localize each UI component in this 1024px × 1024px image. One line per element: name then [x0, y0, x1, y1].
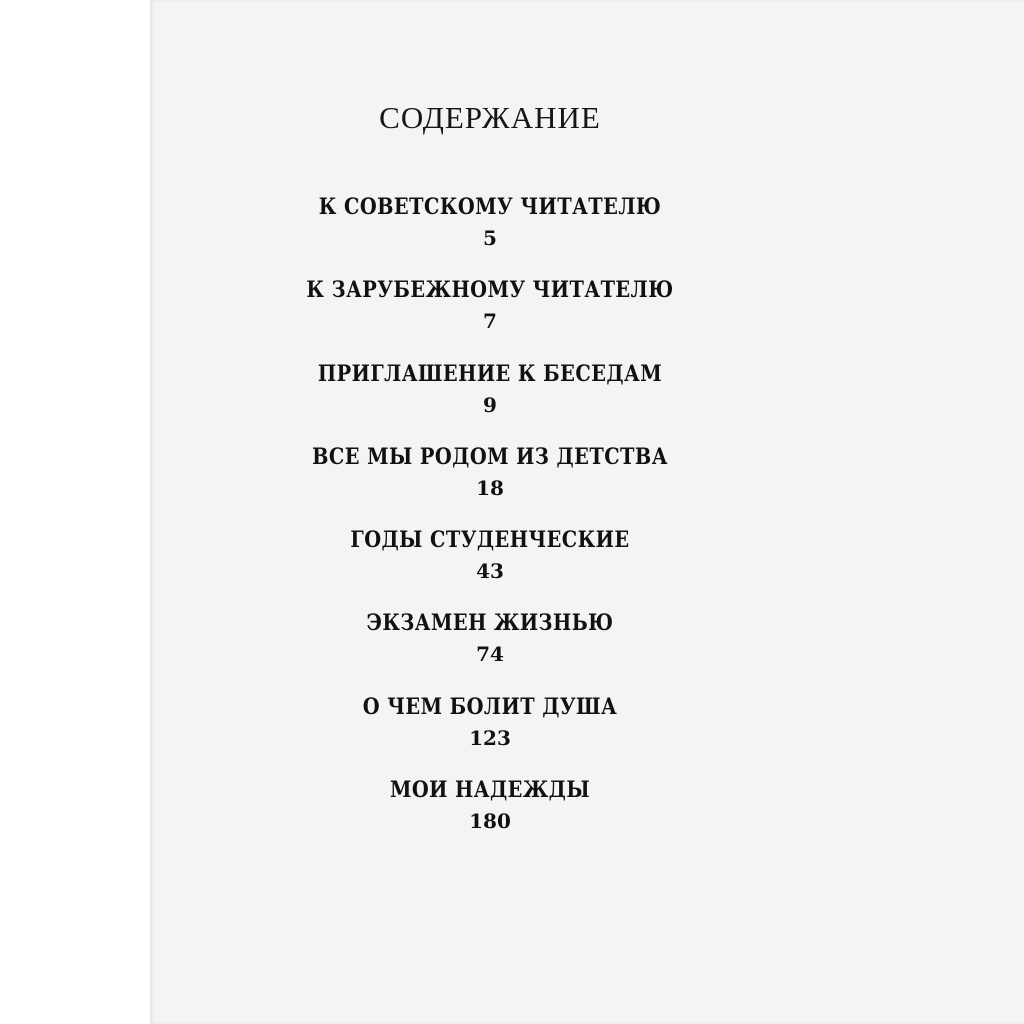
- toc-entry: [150, 690, 830, 773]
- toc-entry-page-number: 9: [483, 392, 497, 417]
- toc-entry-title: ЭКЗАМЕН ЖИЗНЬЮ: [366, 610, 614, 637]
- toc-entry-title: К СОВЕТСКОМУ ЧИТАТЕЛЮ: [318, 194, 662, 220]
- toc-entry-title: ВСЕ МЫ РОДОМ ИЗ ДЕТСТВА: [312, 443, 668, 470]
- toc-entry-title: ПРИГЛАШЕНИЕ К БЕСЕДАМ: [317, 360, 663, 387]
- toc-entry-title: О ЧЕМ БОЛИТ ДУША: [362, 693, 618, 720]
- toc-entry-page-number: 18: [476, 475, 504, 500]
- toc-entry: [150, 440, 830, 523]
- toc-entry-page-number: 7: [483, 309, 497, 334]
- toc-entry: [150, 606, 830, 689]
- toc-entry-page-number: 5: [483, 226, 497, 250]
- toc-entry-page-number: 74: [476, 642, 504, 667]
- toc-entry: [150, 273, 830, 356]
- toc-entry-title: МОИ НАДЕЖДЫ: [389, 777, 591, 804]
- toc-entry: [150, 773, 830, 856]
- table-of-contents: [150, 190, 830, 856]
- toc-entry: [150, 190, 830, 273]
- toc-entry-page-number: 123: [469, 725, 511, 750]
- toc-entry: [150, 523, 830, 606]
- book-page: [150, 0, 1024, 1024]
- page-heading: СОДЕРЖАНИЕ: [379, 100, 601, 135]
- toc-entry-title: ГОДЫ СТУДЕНЧЕСКИЕ: [350, 527, 630, 554]
- toc-entry-page-number: 180: [469, 809, 511, 834]
- toc-entry-title: К ЗАРУБЕЖНОМУ ЧИТАТЕЛЮ: [306, 277, 674, 304]
- toc-entry-page-number: 43: [476, 559, 504, 584]
- toc-entry: [150, 357, 830, 440]
